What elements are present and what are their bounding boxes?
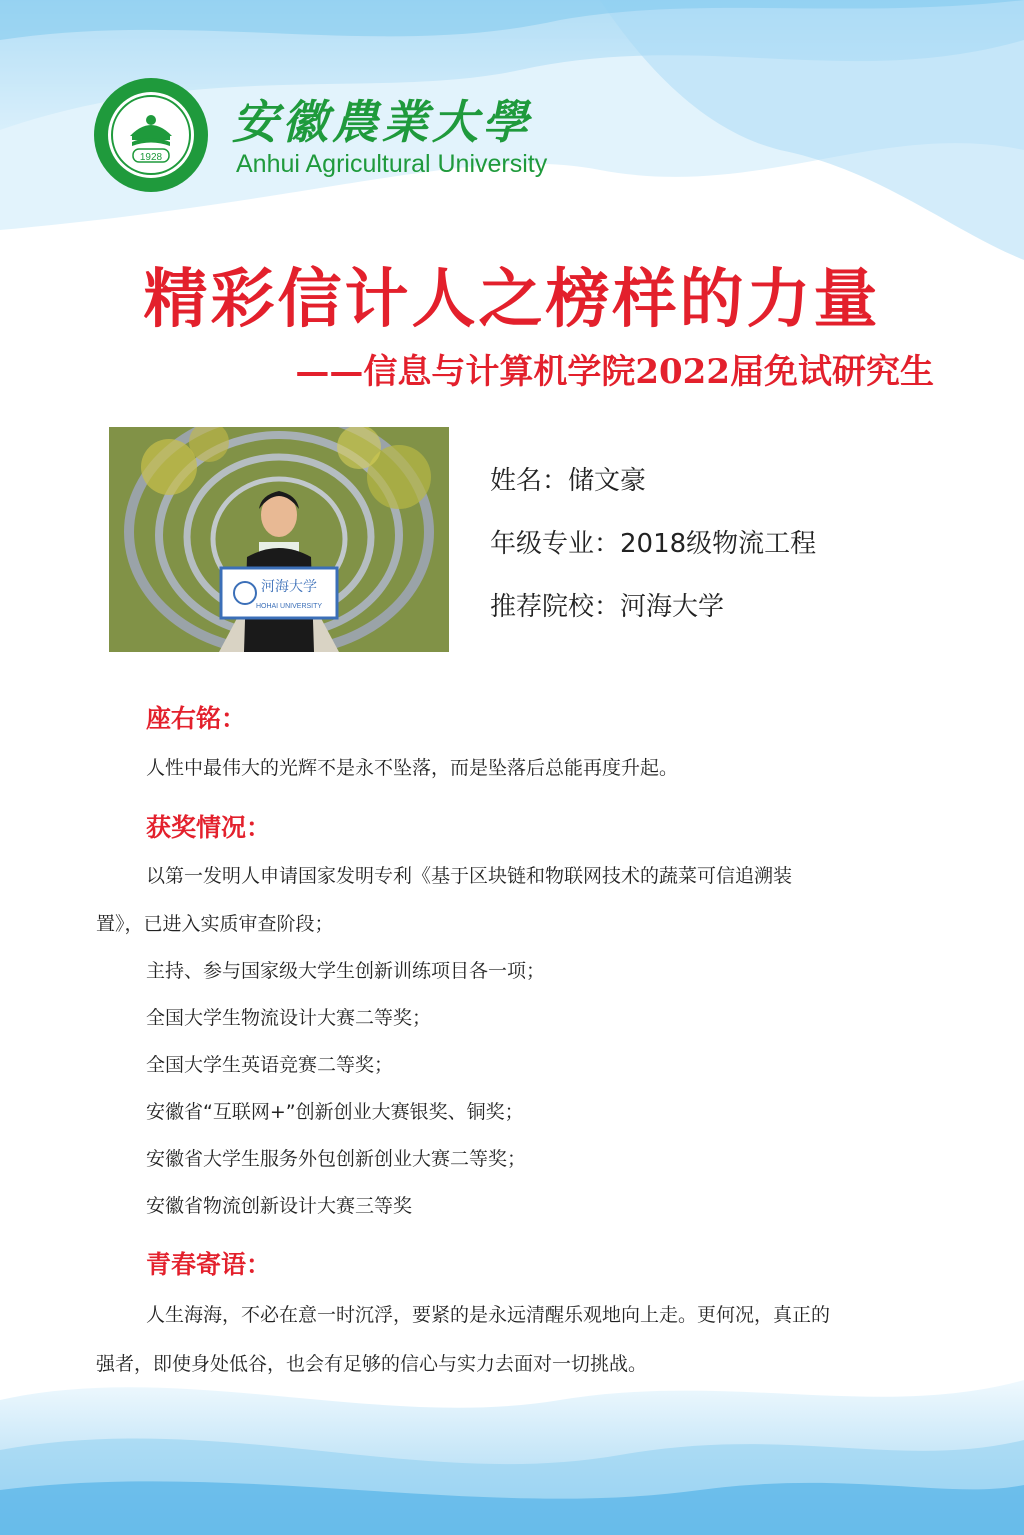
awards-line: 置》，已进入实质审查阶段； [96,913,334,935]
svg-text:HOHAI UNIVERSITY: HOHAI UNIVERSITY [255,603,323,610]
motto-heading: 座右铭： [146,704,247,733]
youth-message-line: 强者，即使身处低谷，也会有足够的信心与实力去面对一切挑战。 [96,1353,648,1375]
awards-item: 安徽省“互联网+”创新创业大赛银奖、铜奖； [146,1101,524,1123]
svg-text:1928: 1928 [139,152,163,163]
motto-text: 人性中最伟大的光辉不是永不坠落，而是坠落后总能再度升起。 [146,757,679,779]
awards-item: 主持、参与国家级大学生创新训练项目各一项； [146,960,546,982]
info-grade-major: 年级专业：2018级物流工程 [490,529,817,559]
university-name-english: Anhui Agricultural University [236,150,548,178]
student-photo [109,427,449,652]
info-name: 姓名：储文豪 [490,466,647,496]
awards-heading: 获奖情况： [146,813,272,842]
university-name-chinese: 安徽農業大學 [232,95,532,149]
university-seal-logo [92,76,210,194]
youth-message-heading: 青春寄语： [146,1250,272,1279]
awards-item: 全国大学生英语竞赛二等奖； [146,1054,394,1076]
svg-text:河海大学: 河海大学 [261,579,317,595]
page-subtitle: ——信息与计算机学院2022届免试研究生 [295,352,934,392]
awards-item: 安徽省大学生服务外包创新创业大赛二等奖； [146,1148,527,1170]
awards-item: 安徽省物流创新设计大赛三等奖 [146,1195,413,1217]
awards-line: 以第一发明人申请国家发明专利《基于区块链和物联网技术的蔬菜可信追溯装 [146,865,793,887]
awards-item: 全国大学生物流设计大赛二等奖； [146,1007,432,1029]
info-recommended-school: 推荐院校：河海大学 [490,592,725,622]
youth-message-line: 人生海海，不必在意一时沉浮，要紧的是永远清醒乐观地向上走。更何况，真正的 [146,1304,831,1326]
page-title: 精彩信计人之榜样的力量 [143,262,881,337]
